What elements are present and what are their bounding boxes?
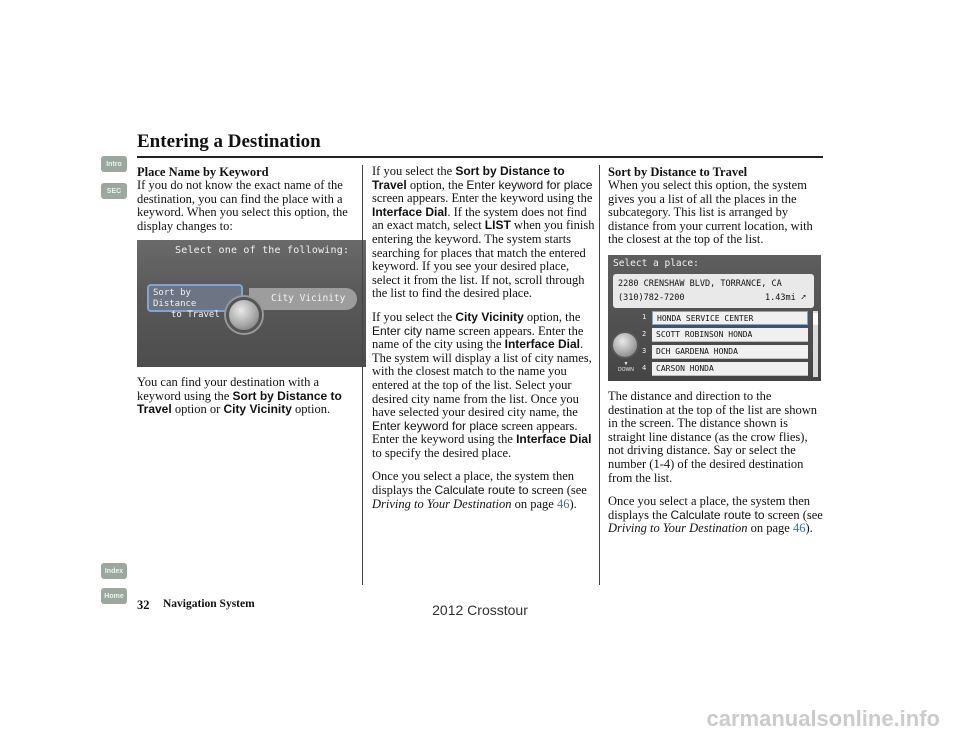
option-name: City Vicinity	[455, 309, 524, 324]
column-1-lower	[137, 376, 365, 427]
sort-by-distance-paragraph	[372, 165, 600, 301]
text-run: . The system will display a list of city names, with the closest match to the name you entered at the top of the list. Select your desired city name from the list. Once you have selected your desired city name, the	[372, 337, 592, 420]
control-name: Interface Dial	[516, 432, 592, 447]
screen-name: Enter city name	[372, 323, 456, 338]
select-place-screen	[608, 255, 821, 381]
distance-readout	[765, 291, 806, 305]
direction-arrow-icon: ➚	[800, 293, 806, 303]
text-run: screen appears. Enter the keyword using the	[372, 191, 593, 206]
control-name: Interface Dial	[504, 337, 580, 352]
control-name: Interface Dial	[372, 204, 448, 219]
column-1	[137, 165, 365, 243]
list-number: 2	[642, 330, 647, 338]
page-link[interactable]: 46	[556, 496, 570, 511]
down-label: DOWN	[618, 367, 634, 373]
list-number: 1	[642, 313, 647, 321]
text-run: If you select the	[372, 164, 456, 178]
screen-name: Calculate route to	[670, 507, 765, 522]
place-list-item[interactable]: HONDA SERVICE CENTER	[652, 311, 808, 325]
reference-title: Driving to Your Destination	[608, 521, 748, 536]
text-run: on page	[747, 521, 793, 536]
watermark: carmanualsonline.info	[706, 706, 940, 731]
place-list-item[interactable]: SCOTT ROBINSON HONDA	[652, 328, 808, 342]
phone-text: (310)782-7200	[618, 293, 685, 303]
calculate-route-paragraph	[372, 470, 600, 511]
sec-tab[interactable]: SEC	[101, 183, 127, 199]
text-run: when you finish entering the keyword. The system starts searching for places that match the entered keyword. If you see your desired place, select it from the list. If not, scroll through the list to find the desired place.	[372, 218, 595, 301]
address-box	[613, 274, 814, 308]
section-heading-sort: Sort by Distance to Travel	[608, 165, 748, 179]
intro-tab[interactable]: Intro	[101, 156, 127, 172]
text-run: option.	[291, 402, 331, 417]
text-run: ).	[569, 496, 577, 511]
text-run: screen appears. Enter the keyword using the	[372, 418, 578, 447]
option-name: Sort by Distance to Travel	[372, 164, 565, 192]
index-tab[interactable]: Index	[101, 563, 127, 579]
city-vicinity-option[interactable]: City Vicinity	[249, 288, 357, 310]
text-run: option, the	[406, 177, 467, 192]
column-divider	[362, 165, 363, 585]
option-name: City Vicinity	[223, 402, 292, 417]
text-run: screen appears. Enter the name of the city using the	[372, 323, 584, 352]
screen-name: Enter keyword for place	[466, 177, 593, 192]
text-run: option, the	[523, 309, 581, 324]
section-heading-keyword: Place Name by Keyword	[137, 165, 269, 179]
option-name: Sort by Distance to Travel	[137, 388, 342, 417]
option-label-line1: Sort by Distance	[153, 288, 197, 309]
address-text: 2280 CRENSHAW BLVD, TORRANCE, CA	[618, 279, 782, 289]
scrollbar-thumb[interactable]	[813, 313, 818, 325]
text-run: If you select the	[372, 309, 456, 324]
model-name: 2012 Crosstour	[432, 602, 528, 618]
footer-label: Navigation System	[163, 598, 255, 610]
sort-description: When you select this option, the system gives you a list of all the places in the subcategory. This list is arranged by distance from your current location, with the closest at the top of the list.	[608, 178, 813, 247]
text-run: screen (see	[764, 507, 823, 522]
list-number: 3	[642, 347, 647, 355]
text-run: screen (see	[528, 483, 587, 498]
text-run: . If the system does not find an exact match, select	[372, 204, 587, 233]
scrollbar[interactable]	[813, 311, 818, 377]
page-title: Entering a Destination	[137, 131, 321, 152]
text-run: to specify the desired place.	[372, 445, 512, 460]
option-label-line2: to Travel	[171, 310, 220, 320]
reference-title: Driving to Your Destination	[372, 496, 512, 511]
calculate-route-paragraph	[608, 495, 823, 536]
city-vicinity-paragraph	[372, 311, 600, 461]
control-name: LIST	[484, 218, 511, 233]
intro-paragraph: If you do not know the exact name of the destination, you can find the place with a keyword. When you select this option, the display changes to:	[137, 178, 348, 233]
distance-paragraph: The distance and direction to the destination at the top of the list are shown in the screen. The distance shown is straight line distance (as the crow flies), not driving distance. Say or select the number (1-4) of the desired destination from the list.	[608, 389, 817, 485]
place-list-item[interactable]: DCH GARDENA HONDA	[652, 345, 808, 359]
screen-header: Select a place:	[613, 258, 699, 269]
screen-header: Select one of the following:	[175, 245, 350, 256]
page-number: 32	[137, 598, 150, 612]
text-run: ).	[805, 521, 813, 536]
list-number: 4	[642, 364, 647, 372]
column-3	[608, 165, 823, 257]
select-option-screen	[137, 240, 366, 367]
text-run: Once you select a place, the system then displays the	[608, 494, 811, 522]
interface-dial-icon	[611, 331, 639, 359]
screen-name: Calculate route to	[434, 483, 529, 498]
place-list-item[interactable]: CARSON HONDA	[652, 362, 808, 376]
title-divider	[137, 156, 823, 158]
column-3-lower	[608, 390, 823, 546]
text-run: on page	[511, 496, 557, 511]
column-2	[372, 165, 600, 521]
column-divider	[599, 165, 600, 585]
page-link[interactable]: 46	[792, 521, 806, 536]
text-run: Once you select a place, the system then displays the	[372, 469, 575, 498]
down-indicator: ▼ DOWN	[618, 361, 634, 373]
keyword-options-paragraph	[137, 376, 365, 417]
interface-dial-icon	[226, 297, 262, 333]
screen-name: Enter keyword for place	[372, 418, 499, 433]
text-run: option or	[171, 402, 224, 417]
distance-value: 1.43mi	[765, 293, 796, 303]
text-run: You can find your destination with a keyword using the	[137, 375, 320, 403]
home-tab[interactable]: Home	[101, 588, 127, 604]
